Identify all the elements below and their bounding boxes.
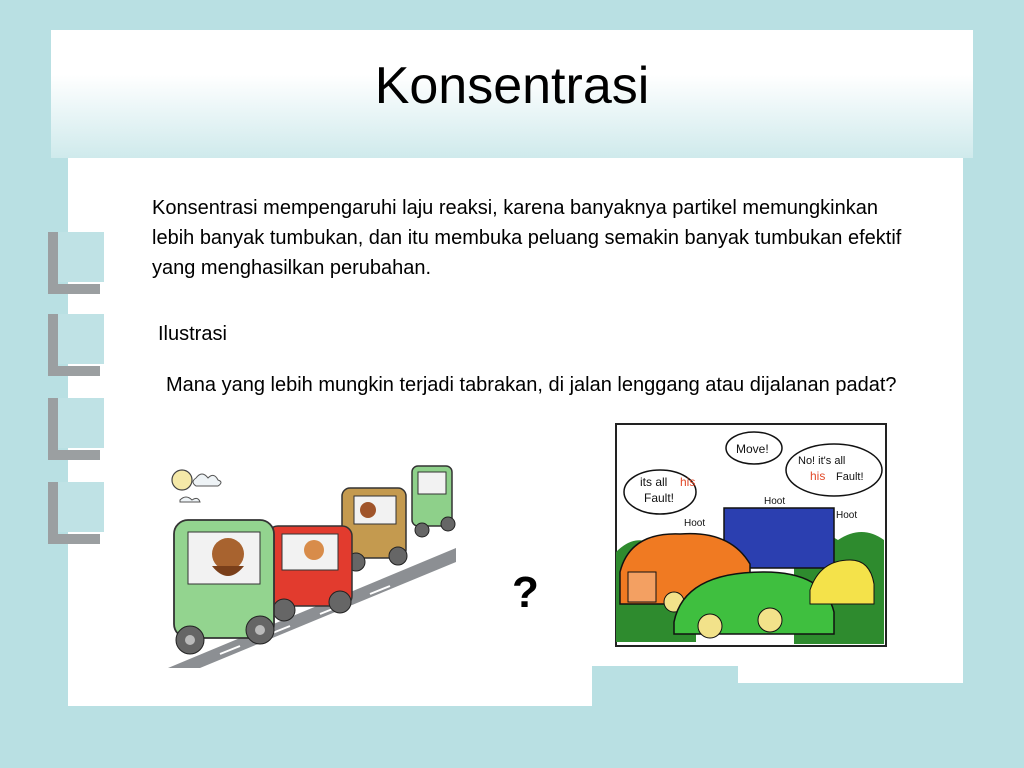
bubble-text: his [680, 475, 696, 489]
bubble-text: Move! [736, 442, 769, 456]
traffic-jam-icon [614, 422, 888, 650]
hoot-text: Hoot [764, 496, 786, 507]
decor-bracket [48, 232, 108, 292]
panel-notch [592, 666, 738, 716]
illustration-label: Ilustrasi [158, 323, 227, 345]
decor-bracket [48, 398, 108, 458]
hoot-text: Hoot [836, 510, 858, 521]
bubble-text: Fault! [644, 491, 675, 505]
cars-in-line-icon [160, 458, 456, 668]
hoot-text: Hoot [684, 518, 706, 529]
bubble-text: Fault! [836, 471, 864, 483]
bubble-text: its all [640, 475, 668, 489]
decor-bracket [48, 314, 108, 374]
bubble-text: No! it's all [798, 455, 846, 467]
slide-title: Konsentrasi [374, 57, 650, 115]
bubble-text: his [810, 469, 826, 483]
question-text: Mana yang lebih mungkin terjadi tabrakan, di jalan lenggang atau dijalanan padat? [166, 374, 897, 396]
question-mark: ? [512, 568, 539, 617]
body-paragraph: Konsentrasi mempengaruhi laju reaksi, karena banyaknya partikel memungkinkan lebih banyak tumbukan, dan itu membuka peluang semakin banyak tumbukan efektif yang menghasilkan perubahan. [152, 197, 902, 279]
panel-notch [738, 683, 978, 723]
decor-bracket [48, 482, 108, 542]
